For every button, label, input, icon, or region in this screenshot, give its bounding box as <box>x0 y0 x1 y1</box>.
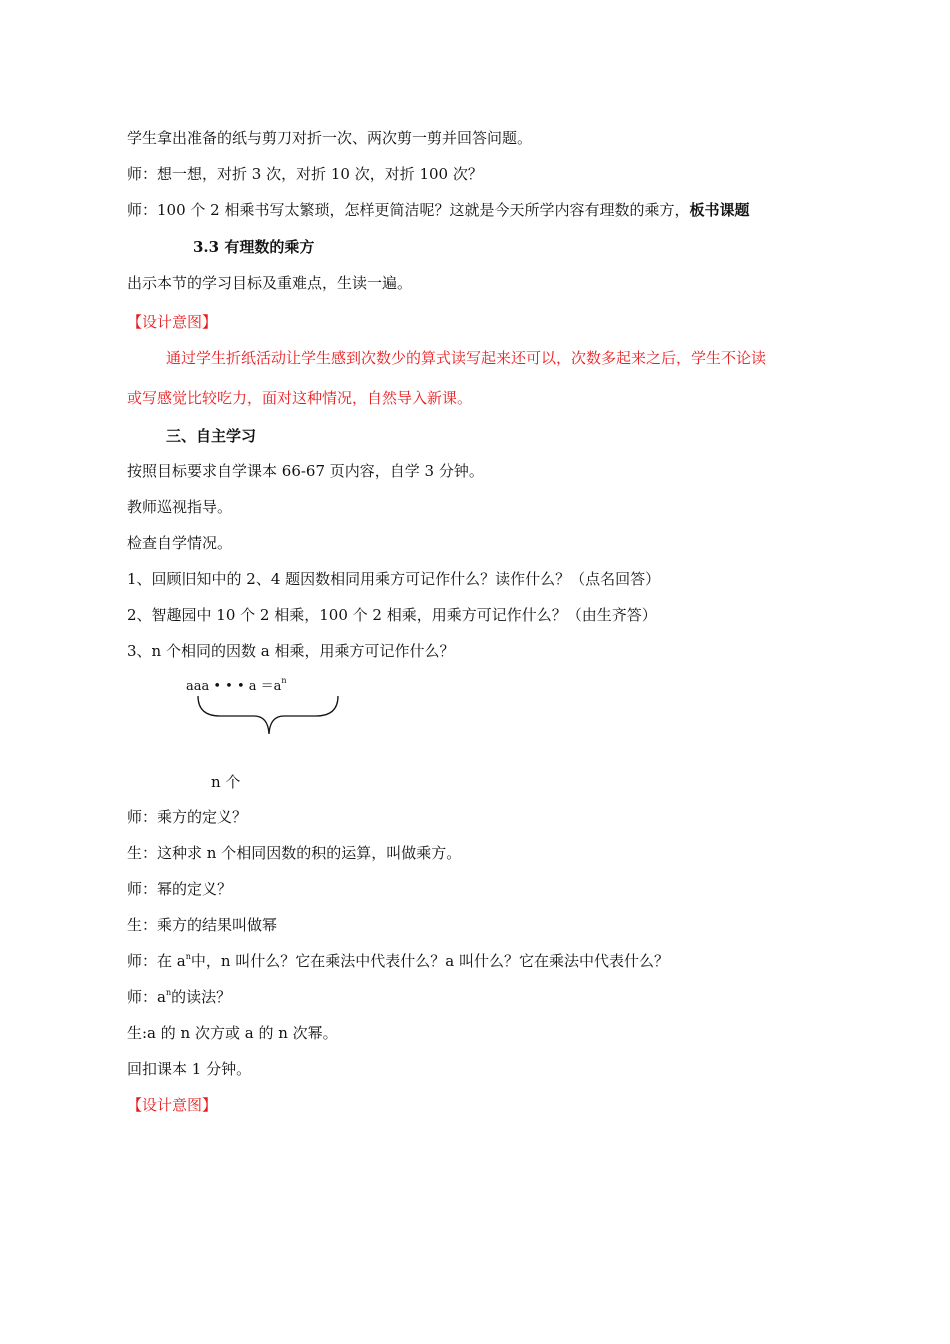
n-count-label: n 个 <box>211 773 241 791</box>
board-title-label: 板书课题 <box>689 201 750 219</box>
dialog-student-power-definition: 生：这种求 n 个相同因数的积的运算，叫做乘方。 <box>127 844 462 862</box>
dialog-teacher-an-reading-suffix: 的读法？ <box>171 988 232 1006</box>
para-teacher-patrol: 教师巡视指导。 <box>127 498 233 516</box>
dialog-teacher-an-meaning <box>127 951 669 971</box>
question-2: 2、智趣园中 10 个 2 相乘，100 个 2 相乘，用乘方可记作什么？（由生齐答） <box>127 606 657 624</box>
para-teacher-think: 师：想一想，对折 3 次，对折 10 次，对折 100 次？ <box>127 165 483 183</box>
para-students-fold-paper: 学生拿出准备的纸与剪刀对折一次、两次剪一剪并回答问题。 <box>127 129 533 147</box>
dialog-teacher-an-reading-sup: n <box>165 988 172 997</box>
para-show-goals: 出示本节的学习目标及重难点，生读一遍。 <box>127 274 413 292</box>
dialog-student-exponent-definition: 生：乘方的结果叫做幂 <box>127 916 278 934</box>
para-review-textbook: 回扣课本 1 分钟。 <box>127 1060 252 1078</box>
dialog-teacher-an-prefix: 师：在 a <box>127 952 186 970</box>
dialog-teacher-an-reading <box>127 987 231 1007</box>
dialog-teacher-an-sup: n <box>185 952 191 961</box>
lesson-title: 3.3 有理数的乘方 <box>193 238 315 256</box>
dialog-teacher-power-definition: 师：乘方的定义？ <box>127 808 248 826</box>
para-check-study: 检查自学情况。 <box>127 534 233 552</box>
para-teacher-simplify <box>127 200 750 220</box>
question-1: 1、回顾旧知中的 2、4 题因数相同用乘方可记作什么？读作什么？（点名回答） <box>127 570 661 588</box>
power-formula-base: aaa • • • a ＝a <box>186 679 282 694</box>
design-intent-text-line-1: 通过学生折纸活动让学生感到次数少的算式读写起来还可以，次数多起来之后，学生不论读 <box>166 349 767 367</box>
para-self-study-instruction: 按照目标要求自学课本 66-67 页内容，自学 3 分钟。 <box>127 462 484 480</box>
power-formula-exponent: n <box>281 676 287 685</box>
dialog-teacher-an-suffix: 中，n 叫什么？它在乘法中代表什么？a 叫什么？它在乘法中代表什么？ <box>190 952 670 970</box>
question-3: 3、n 个相同的因数 a 相乘，用乘方可记作什么？ <box>127 642 455 660</box>
underbrace-icon <box>196 694 342 738</box>
dialog-teacher-exponent-definition: 师：幂的定义？ <box>127 880 233 898</box>
design-intent-text-line-2: 或写感觉比较吃力，面对这种情况，自然导入新课。 <box>127 389 473 407</box>
dialog-teacher-an-reading-prefix: 师：a <box>127 988 166 1006</box>
para-teacher-simplify-text: 师：100 个 2 相乘书写太繁琐，怎样更简洁呢？这就是今天所学内容有理数的乘方， <box>127 201 690 219</box>
design-intent-heading-1: 【设计意图】 <box>127 313 218 331</box>
design-intent-heading-2: 【设计意图】 <box>127 1096 218 1114</box>
dialog-student-an-reading: 生:a 的 n 次方或 a 的 n 次幂。 <box>127 1024 338 1042</box>
section-self-study-heading: 三、自主学习 <box>166 427 257 445</box>
